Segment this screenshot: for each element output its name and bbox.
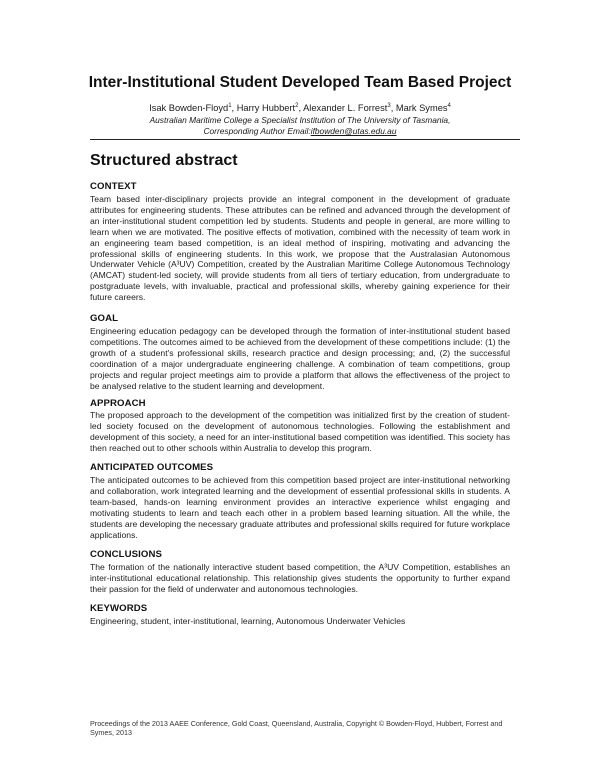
corresponding-author-line (60, 126, 540, 137)
section-heading-conclusions: CONCLUSIONS (90, 549, 162, 560)
author-name: Alexander L. Forrest (303, 103, 388, 114)
abstract-heading: Structured abstract (90, 152, 238, 169)
section-heading-goal: GOAL (90, 313, 119, 324)
section-heading-context: CONTEXT (90, 181, 137, 192)
affiliation-block (60, 115, 540, 137)
section-heading-anticipated-outcomes: ANTICIPATED OUTCOMES (90, 462, 214, 473)
author-affiliation-marker: 2 (295, 103, 299, 109)
affiliation-line: Australian Maritime College a Specialist Institution of The University of Tasmania, (149, 115, 451, 125)
section-heading-approach: APPROACH (90, 398, 146, 409)
author-affiliation-marker: 1 (228, 103, 232, 109)
author-name: Mark Symes (395, 103, 448, 114)
section-text-anticipated-outcomes: The anticipated outcomes to be achieved from this competition based project are inter-institutional networking and collaboration, work integrated learning and the development of essential professional skills in students. A team-based, hands-on learning environment provides an interactive experience whilst engaging and motivating students to learn and teach each other in a problem based learning situation. All the while, the students are developing the necessary graduate attributes and professional skills required for future workplace applications. (90, 475, 510, 540)
section-text-goal: Engineering education pedagogy can be developed through the formation of inter-institutional student based competitions. The outcomes aimed to be achieved from the development of these competitions include: (1) the growth of a student's professional skills, research practice and design processing; and, (2) the successful coordination of a major undergraduate engineering challenge. A combination of team competitions, group projects and regular project meetings aim to provide a platform that allows the effectiveness of the project to be analysed relative to the student learning and development. (90, 326, 510, 391)
page-footer: Proceedings of the 2013 AAEE Conference, Gold Coast, Queensland, Australia, Copyright © Bowden-Floyd, Hubbert, Forrest and Symes, 2013 (90, 719, 503, 737)
author-name: Harry Hubbert (236, 103, 296, 114)
section-text-keywords: Engineering, student, inter-institutional, learning, Autonomous Underwater Vehicles (90, 616, 406, 626)
author-affiliation-marker: 4 (447, 103, 451, 109)
author-email-link[interactable]: ifbowden@utas.edu.au (310, 126, 397, 136)
header-divider (90, 139, 520, 140)
section-heading-keywords: KEYWORDS (90, 603, 148, 614)
author-name: Isak Bowden-Floyd (149, 103, 229, 114)
corresponding-author-label: Corresponding Author Email: (203, 126, 311, 136)
author-list: Isak Bowden-Floyd$^1$, Harry Hubbert$^2$, Alexander L. Forrest$^3$, Mark Symes$^4$ (149, 103, 451, 114)
section-text-context: Team based inter-disciplinary projects provide an integral component in the development of graduate attributes for engineering students. These attributes can be refined and advanced through the development of an inter-institutional student competition led by students. Students and people in general, are more willing to learn when we are motivated. The positive effects of motivation, combined with the necessity of team work in an engineering team based competition, is an ideal method of inspiring, motivating and advancing the professional skills of engineering students. In this work, we propose that the Australasian Autonomous Underwater Vehicle (A³UV) Competition, created by the Australian Maritime College Autonomous Technology (AMCAT) student-led society, will provide students from all tiers of tertiary education, from undergraduate to postgraduate levels, with invaluable, practical and professional skills, whereby gaining experience for their future careers. (90, 194, 510, 303)
paper-title: Inter-Institutional Student Developed Team Based Project (88, 74, 512, 91)
section-text-conclusions: The formation of the nationally interactive student based competition, the A³UV Competition, establishes an inter-institutional educational relationship. This relationship gives students the opportunity to further expand their passion for the field of underwater and autonomous technologies. (90, 562, 510, 594)
section-text-approach: The proposed approach to the development of the competition was initialized first by the creation of student-led society focused on the development of autonomous technologies. Following the establishment and development of this society, a need for an inter-institutional based competition was identified. This society has then reached out to other schools within Australia to develop this program. (90, 410, 510, 453)
author-affiliation-marker: 3 (387, 103, 391, 109)
